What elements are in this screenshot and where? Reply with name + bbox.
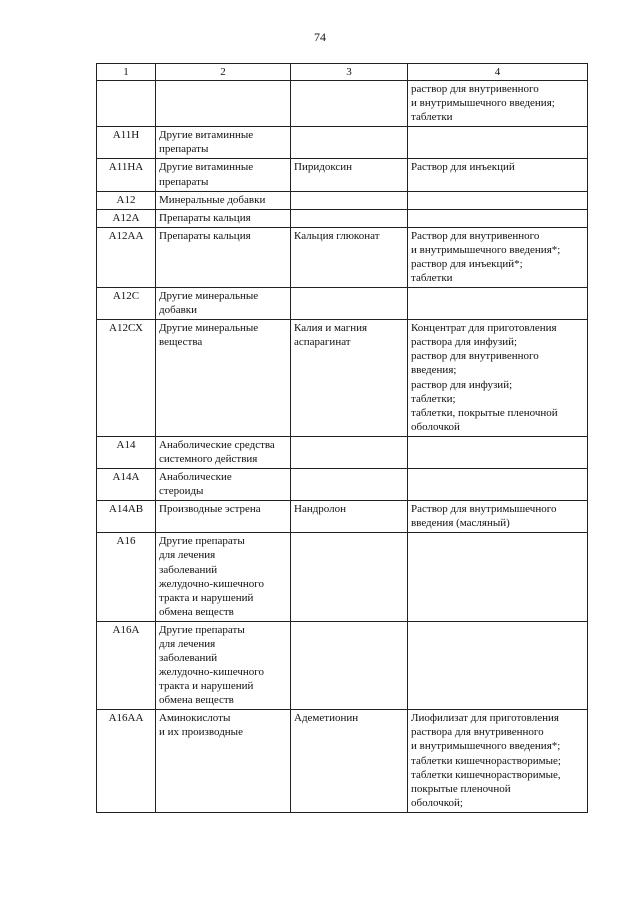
group-cell: Другие препараты для лечения заболеваний желудочно-кишечного тракта и нарушений обмена веществ	[156, 533, 291, 621]
dosage-form-cell	[408, 469, 588, 501]
dosage-form-cell: раствор для внутривенного и внутримышечного введения; таблетки	[408, 81, 588, 127]
substance-cell	[291, 81, 408, 127]
group-cell: Производные эстрена	[156, 501, 291, 533]
dosage-form-cell	[408, 288, 588, 320]
group-cell: Другие минеральные добавки	[156, 288, 291, 320]
substance-cell	[291, 288, 408, 320]
substance-cell	[291, 621, 408, 709]
table-row	[97, 469, 588, 501]
dosage-form-cell: Лиофилизат для приготовления раствора для внутривенного и внутримышечного введения*; таблетки кишечнорастворимые; таблетки кишечнорастворимые, покрытые пленочной оболочкой;	[408, 710, 588, 813]
table-row	[97, 191, 588, 209]
table-row	[97, 436, 588, 468]
table-row	[97, 159, 588, 191]
substance-cell	[291, 436, 408, 468]
code-cell: А14А	[97, 469, 156, 501]
substance-cell: Калия и магния аспарагинат	[291, 320, 408, 437]
code-cell: А11НА	[97, 159, 156, 191]
table-row	[97, 227, 588, 287]
substance-cell	[291, 209, 408, 227]
dosage-form-cell: Концентрат для приготовления раствора для инфузий; раствор для внутривенного введения; раствор для инфузий; таблетки; таблетки, покрытые пленочной оболочкой	[408, 320, 588, 437]
table-row	[97, 209, 588, 227]
substance-cell: Кальция глюконат	[291, 227, 408, 287]
code-cell: А12АА	[97, 227, 156, 287]
code-cell: А14АВ	[97, 501, 156, 533]
group-cell: Анаболические средства системного действия	[156, 436, 291, 468]
column-header-2: 2	[156, 64, 291, 81]
column-header-3: 3	[291, 64, 408, 81]
code-cell: А16	[97, 533, 156, 621]
group-cell: Аминокислоты и их производные	[156, 710, 291, 813]
column-header-1: 1	[97, 64, 156, 81]
code-cell	[97, 81, 156, 127]
table-row	[97, 710, 588, 813]
group-cell: Другие препараты для лечения заболеваний желудочно-кишечного тракта и нарушений обмена веществ	[156, 621, 291, 709]
code-cell: А12СХ	[97, 320, 156, 437]
group-cell: Другие витаминные препараты	[156, 159, 291, 191]
drug-table	[96, 63, 588, 813]
table-row	[97, 127, 588, 159]
dosage-form-cell	[408, 533, 588, 621]
dosage-form-cell	[408, 436, 588, 468]
substance-cell	[291, 533, 408, 621]
dosage-form-cell	[408, 127, 588, 159]
code-cell: А11Н	[97, 127, 156, 159]
group-cell: Другие минеральные вещества	[156, 320, 291, 437]
substance-cell	[291, 127, 408, 159]
table-row	[97, 533, 588, 621]
code-cell: А14	[97, 436, 156, 468]
dosage-form-cell	[408, 621, 588, 709]
group-cell	[156, 81, 291, 127]
substance-cell: Адеметионин	[291, 710, 408, 813]
page-number: 74	[314, 30, 326, 44]
dosage-form-cell	[408, 209, 588, 227]
code-cell: А16АА	[97, 710, 156, 813]
group-cell: Препараты кальция	[156, 227, 291, 287]
table-row	[97, 501, 588, 533]
dosage-form-cell: Раствор для внутривенного и внутримышечного введения*; раствор для инъекций*; таблетки	[408, 227, 588, 287]
code-cell: А16А	[97, 621, 156, 709]
group-cell: Препараты кальция	[156, 209, 291, 227]
dosage-form-cell	[408, 191, 588, 209]
column-header-4: 4	[408, 64, 588, 81]
substance-cell	[291, 469, 408, 501]
substance-cell: Пиридоксин	[291, 159, 408, 191]
dosage-form-cell: Раствор для инъекций	[408, 159, 588, 191]
table-row	[97, 81, 588, 127]
code-cell: А12А	[97, 209, 156, 227]
group-cell: Минеральные добавки	[156, 191, 291, 209]
table-body	[97, 81, 588, 813]
dosage-form-cell: Раствор для внутримышечного введения (масляный)	[408, 501, 588, 533]
code-cell: А12	[97, 191, 156, 209]
code-cell: А12С	[97, 288, 156, 320]
group-cell: Анаболические стероиды	[156, 469, 291, 501]
table-row	[97, 288, 588, 320]
table-row	[97, 320, 588, 437]
substance-cell	[291, 191, 408, 209]
table-header-row	[97, 64, 588, 81]
group-cell: Другие витаминные препараты	[156, 127, 291, 159]
substance-cell: Нандролон	[291, 501, 408, 533]
table-row	[97, 621, 588, 709]
